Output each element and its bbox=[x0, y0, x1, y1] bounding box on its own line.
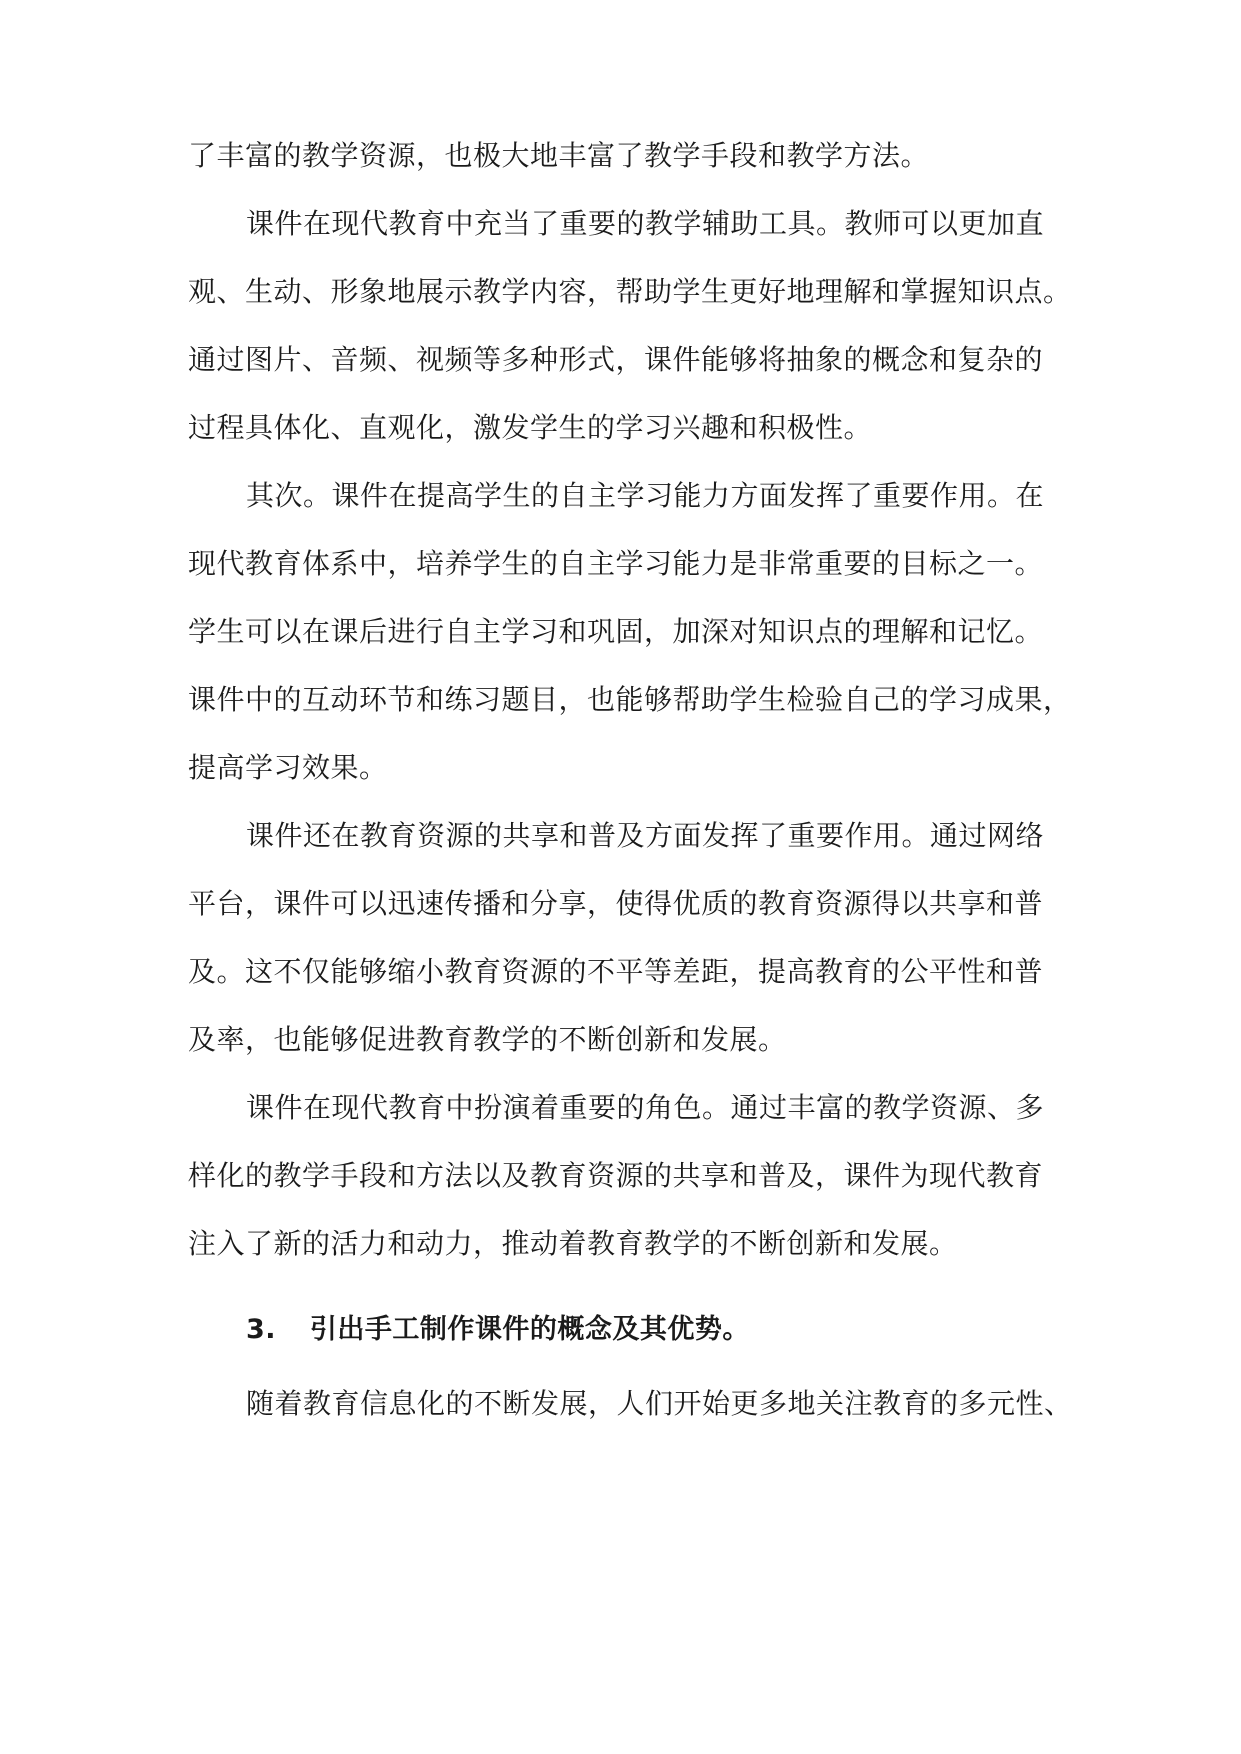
paragraph-3-line-4: 课件中的互动环节和练习题目，也能够帮助学生检验自己的学习成果， bbox=[188, 683, 1072, 716]
paragraph-5-line-1: 课件在现代教育中扮演着重要的角色。通过丰富的教学资源、多 bbox=[246, 1091, 1045, 1124]
paragraph-1-line-1: 了丰富的教学资源，也极大地丰富了教学手段和教学方法。 bbox=[188, 139, 930, 172]
paragraph-2-line-1: 课件在现代教育中充当了重要的教学辅助工具。教师可以更加直 bbox=[246, 207, 1045, 240]
paragraph-5-line-3: 注入了新的活力和动力，推动着教育教学的不断创新和发展。 bbox=[188, 1227, 958, 1260]
paragraph-4-line-3: 及。这不仅能够缩小教育资源的不平等差距，提高教育的公平性和普 bbox=[188, 955, 1044, 988]
section-heading-number: 3. bbox=[246, 1314, 277, 1345]
paragraph-4-line-4: 及率，也能够促进教育教学的不断创新和发展。 bbox=[188, 1023, 787, 1056]
paragraph-5-line-2: 样化的教学手段和方法以及教育资源的共享和普及，课件为现代教育 bbox=[188, 1159, 1044, 1192]
paragraph-3-line-5: 提高学习效果。 bbox=[188, 751, 388, 784]
paragraph-4-line-2: 平台，课件可以迅速传播和分享，使得优质的教育资源得以共享和普 bbox=[188, 887, 1044, 920]
paragraph-3-line-2: 现代教育体系中，培养学生的自主学习能力是非常重要的目标之一。 bbox=[188, 547, 1044, 580]
paragraph-3-line-3: 学生可以在课后进行自主学习和巩固，加深对知识点的理解和记忆。 bbox=[188, 615, 1044, 648]
section-heading-title: 引出手工制作课件的概念及其优势。 bbox=[309, 1314, 750, 1345]
paragraph-6-line-1: 随着教育信息化的不断发展，人们开始更多地关注教育的多元性、 bbox=[246, 1387, 1073, 1420]
paragraph-2-line-2: 观、生动、形象地展示教学内容，帮助学生更好地理解和掌握知识点。 bbox=[188, 275, 1072, 308]
paragraph-3-line-1: 其次。课件在提高学生的自主学习能力方面发挥了重要作用。在 bbox=[246, 479, 1045, 512]
paragraph-4-line-1: 课件还在教育资源的共享和普及方面发挥了重要作用。通过网络 bbox=[246, 819, 1045, 852]
paragraph-2-line-4: 过程具体化、直观化，激发学生的学习兴趣和积极性。 bbox=[188, 411, 873, 444]
paragraph-2-line-3: 通过图片、音频、视频等多种形式，课件能够将抽象的概念和复杂的 bbox=[188, 343, 1044, 376]
section-heading bbox=[246, 1310, 1058, 1350]
